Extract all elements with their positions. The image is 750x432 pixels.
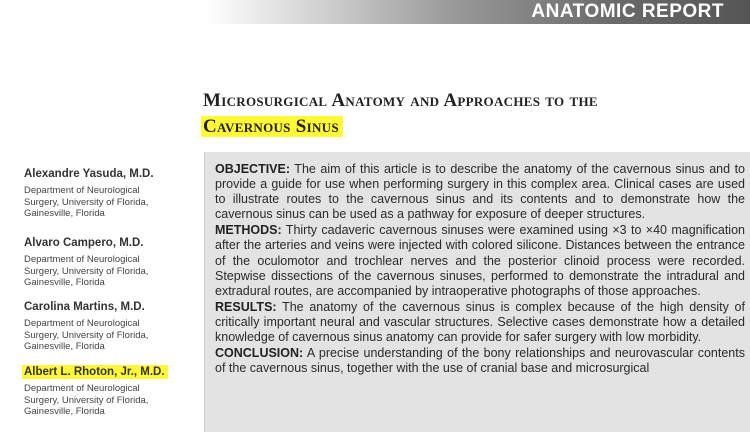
author-name-highlighted: Albert L. Rhoton, Jr., M.D. xyxy=(22,365,168,379)
author-name: Alexandre Yasuda, M.D. xyxy=(24,168,154,180)
title-line-1: Microsurgical Anatomy and Approaches to the xyxy=(203,90,598,111)
author-affiliation: Department of Neurological Surgery, University of Florida, Gainesville, Florida xyxy=(24,318,149,352)
author-entry xyxy=(24,362,199,418)
title-line-2-highlighted: Cavernous Sinus xyxy=(201,116,343,137)
abstract-results: RESULTS: The anatomy of the cavernous sinus is complex because of the high density of critically important neural and vascular structures. Selective cases demonstrate how a detailed knowledge of cavernous sinus anatomy can provide for safer surgery with low morbidity. xyxy=(215,299,745,345)
author-name: Alvaro Campero, M.D. xyxy=(24,237,144,249)
author-affiliation: Department of Neurological Surgery, University of Florida, Gainesville, Florida xyxy=(24,185,149,219)
author-entry xyxy=(24,297,199,353)
abstract-conclusion: CONCLUSION: A precise understanding of the bony relationships and neurovascular contents of the cavernous sinus, together with the use of cranial base and microsurgical xyxy=(215,346,745,376)
abstract-text xyxy=(215,162,745,377)
author-entry xyxy=(24,164,199,220)
author-entry xyxy=(24,233,199,289)
author-affiliation: Department of Neurological Surgery, University of Florida, Gainesville, Florida xyxy=(24,383,149,417)
author-affiliation: Department of Neurological Surgery, University of Florida, Gainesville, Florida xyxy=(24,254,149,288)
abstract-methods: METHODS: Thirty cadaveric cavernous sinuses were examined using ×3 to ×40 magnification after the arteries and veins were injected with colored silicone. Distances between the entrance of the oculomotor and trochlear nerves and the posterior clinoid process were recorded. Stepwise dissections of the cavernous sinuses, performed to demonstrate the intradural and extradural routes, are accompanied by intraoperative photographs of those approaches. xyxy=(215,223,745,298)
banner-label: ANATOMIC REPORT xyxy=(531,1,724,22)
author-name: Carolina Martins, M.D. xyxy=(24,301,145,313)
abstract-objective: OBJECTIVE: The aim of this article is to describe the anatomy of the cavernous sinus and to provide a guide for use when performing surgery in this complex area. Clinical cases are used to illustrate routes to the cavernous sinus and its contents and to demonstrate how the cavernous sinus can be used as a pathway for exposure of deeper structures. xyxy=(215,162,745,222)
section-banner xyxy=(205,0,750,24)
abstract-box xyxy=(204,152,750,432)
article-title xyxy=(203,88,743,140)
